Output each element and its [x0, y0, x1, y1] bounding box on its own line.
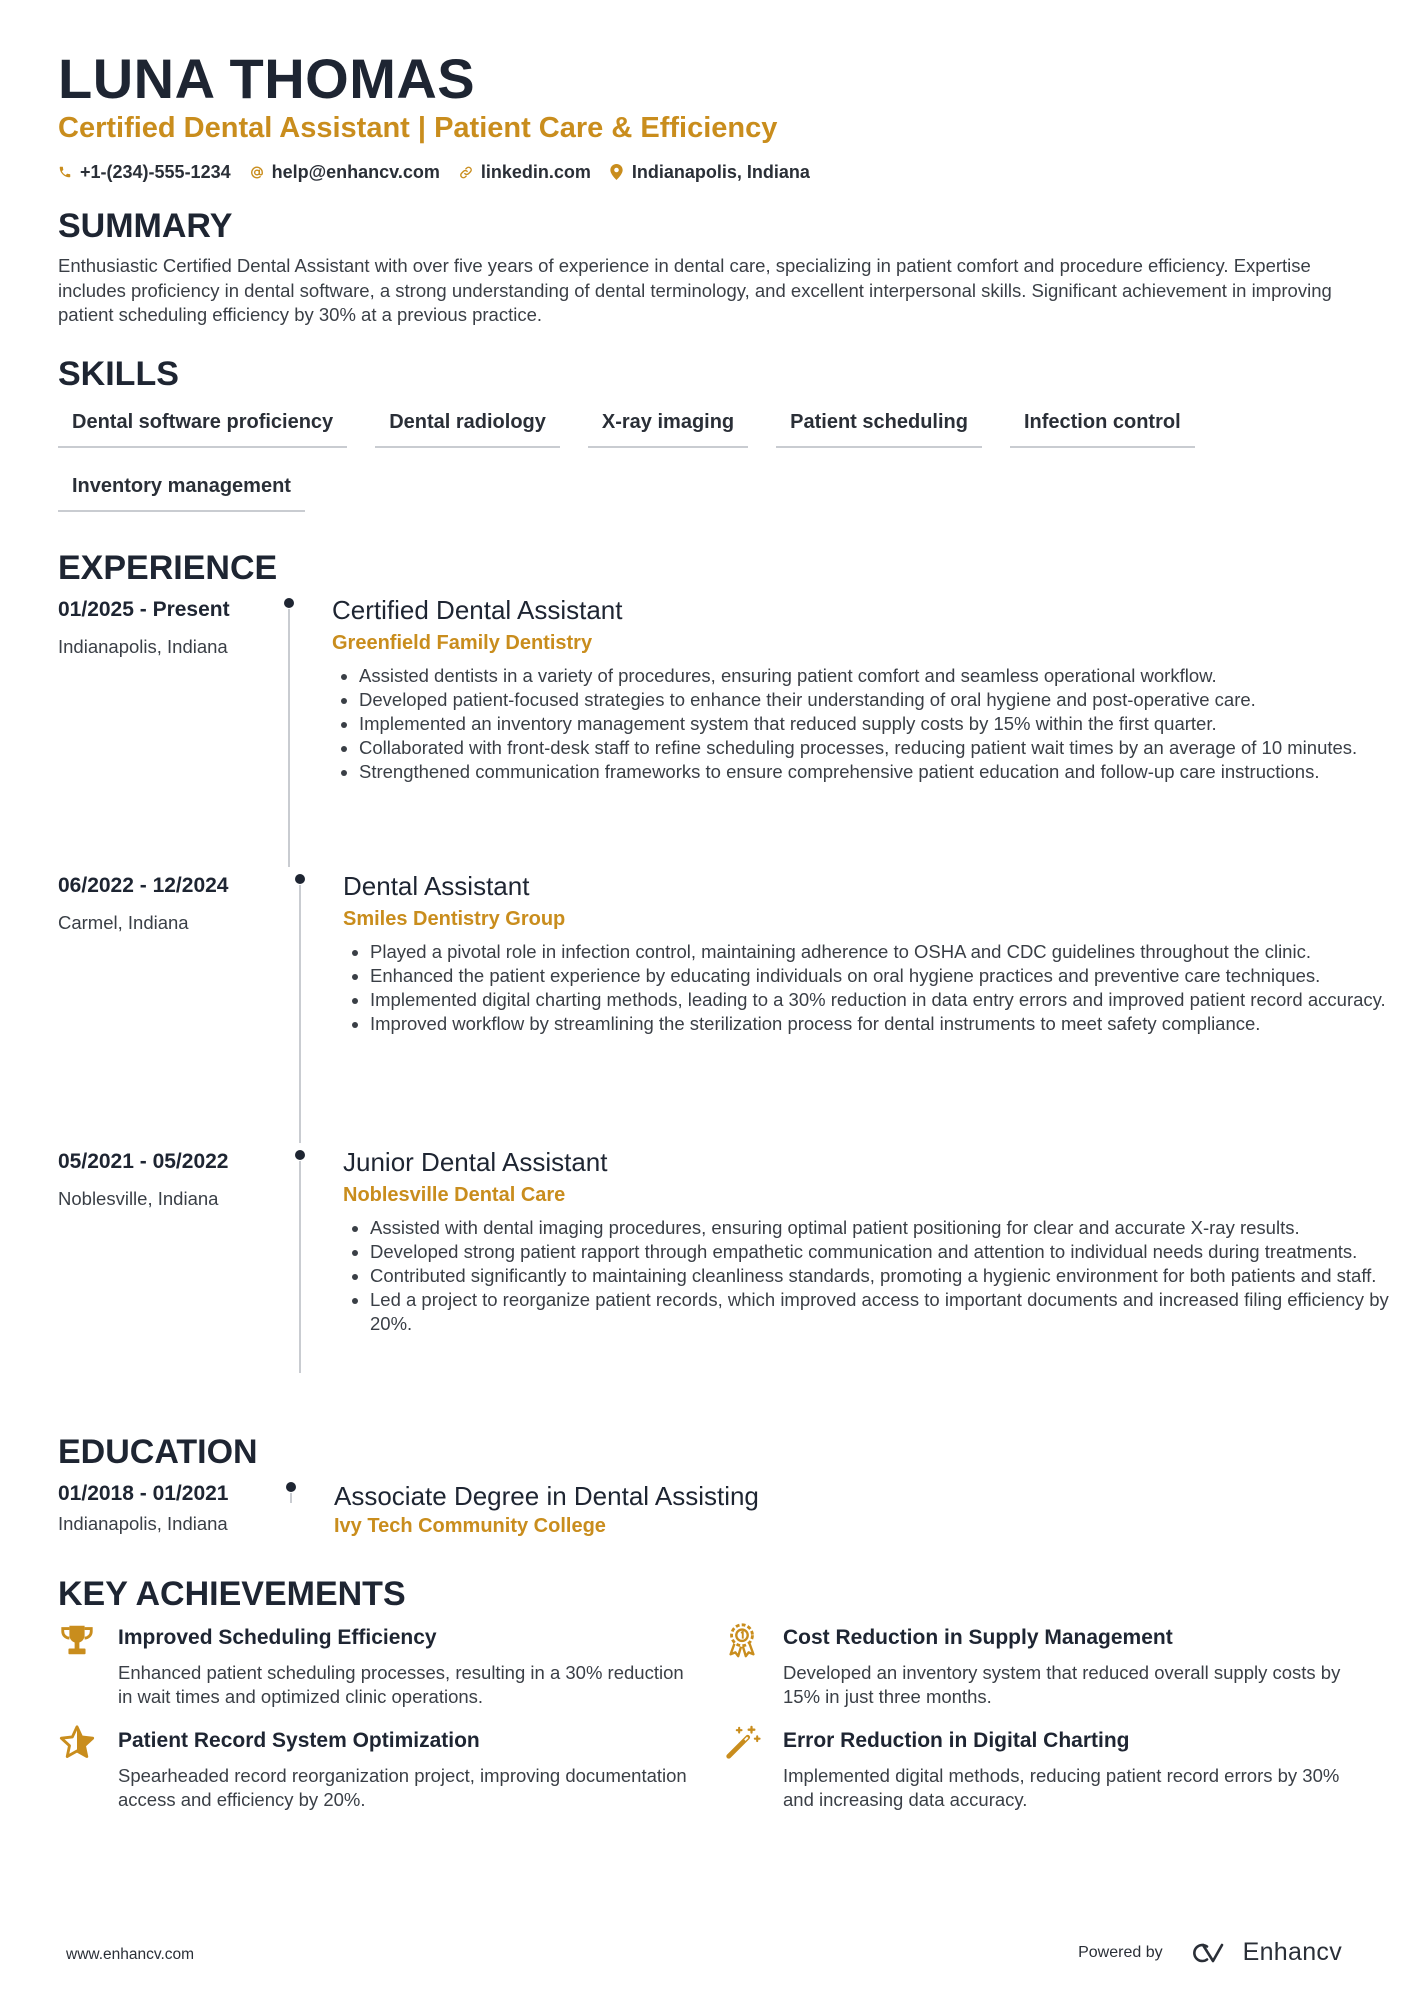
enhancv-logo[interactable] [1189, 1938, 1342, 1967]
summary-text: Enthusiastic Certified Dental Assistant with over five years of experience in dental care, specializing in patient comfort and procedure efficiency. Expertise includes proficiency in dental software, a strong understanding of dental terminology, and excellent interpersonal skills. Significant achievement in improving patient scheduling efficiency by 30% at a previous practice. [58, 255, 1332, 325]
bullet-item: • Enhanced the patient experience by educating individuals on oral hygiene practices and preventive care techniques. [370, 964, 1410, 988]
enhancv-logo-icon [1189, 1941, 1235, 1965]
contact-linkedin[interactable] [459, 162, 591, 183]
timeline-line [299, 885, 301, 1143]
experience-location: Noblesville, Indiana [58, 1188, 219, 1209]
education-heading: EDUCATION [58, 1433, 258, 1471]
timeline-dot [295, 1150, 305, 1160]
education-entry [58, 1481, 1358, 1551]
link-icon [459, 164, 473, 180]
job-title: Dental Assistant [343, 871, 530, 901]
bullet-item: • Contributed significantly to maintaining cleanliness standards, promoting a hygienic environment for both patients and staff. [370, 1264, 1410, 1288]
bullet-item: • Assisted with dental imaging procedures, ensuring optimal patient positioning for clear and accurate X-ray results. [370, 1216, 1410, 1240]
location-pin-icon [610, 164, 624, 180]
skill-tag: X-ray imaging [588, 404, 748, 448]
achievement-title: Cost Reduction in Supply Management [783, 1626, 1173, 1649]
footer-website-link[interactable]: www.enhancv.com [66, 1946, 195, 1963]
contact-email[interactable] [250, 162, 440, 183]
contact-phone[interactable] [58, 162, 231, 183]
footer-branding [1078, 1938, 1342, 1967]
experience-dates: 05/2021 - 05/2022 [58, 1150, 229, 1173]
experience-bullets [343, 940, 1410, 1036]
company-name: Greenfield Family Dentistry [332, 632, 593, 654]
achievement-description: Enhanced patient scheduling processes, resulting in a 30% reduction in wait times and optimized clinic operations. [118, 1662, 684, 1707]
timeline-dot [295, 874, 305, 884]
experience-dates: 06/2022 - 12/2024 [58, 874, 229, 897]
achievements-heading: KEY ACHIEVEMENTS [58, 1575, 406, 1613]
bullet-item: • Led a project to reorganize patient records, which improved access to important documents and increased filing efficiency by 20%. [370, 1288, 1410, 1336]
bullet-item: • Improved workflow by streamlining the sterilization process for dental instruments to meet safety compliance. [370, 1012, 1410, 1036]
education-dates: 01/2018 - 01/2021 [58, 1482, 229, 1505]
candidate-name: LUNA THOMAS [58, 47, 476, 110]
star-icon [58, 1724, 96, 1762]
skill-tag: Inventory management [58, 468, 305, 512]
school-name: Ivy Tech Community College [334, 1515, 606, 1537]
bullet-item: • Played a pivotal role in infection control, maintaining adherence to OSHA and CDC guidelines throughout the clinic. [370, 940, 1410, 964]
bullet-item: • Implemented digital charting methods, leading to a 30% reduction in data entry errors and improved patient record accuracy. [370, 988, 1410, 1012]
skills-list [58, 404, 1358, 532]
phone-text: +1-(234)-555-1234 [80, 161, 231, 182]
achievement-description: Implemented digital methods, reducing patient record errors by 30% and increasing data accuracy. [783, 1765, 1340, 1810]
contact-location [610, 162, 810, 183]
experience-heading: EXPERIENCE [58, 549, 278, 587]
timeline-line [299, 1161, 301, 1373]
bullet-item: • Strengthened communication frameworks to ensure comprehensive patient education and follow-up care instructions. [359, 760, 1410, 784]
skill-tag: Infection control [1010, 404, 1195, 448]
achievement-description: Spearheaded record reorganization project, improving documentation access and efficiency by 20%. [118, 1765, 687, 1810]
timeline-line [290, 1493, 292, 1503]
degree-title: Associate Degree in Dental Assisting [334, 1481, 759, 1511]
skill-tag: Dental software proficiency [58, 404, 347, 448]
timeline-dot [284, 598, 294, 608]
skill-tag: Patient scheduling [776, 404, 982, 448]
achievement-title: Improved Scheduling Efficiency [118, 1626, 437, 1649]
magic-wand-icon [723, 1724, 761, 1762]
timeline-dot [286, 1482, 296, 1492]
achievement-title: Patient Record System Optimization [118, 1729, 480, 1752]
phone-icon [58, 164, 72, 180]
skills-heading: SKILLS [58, 355, 179, 393]
achievement-title: Error Reduction in Digital Charting [783, 1729, 1130, 1752]
at-icon [250, 164, 264, 180]
linkedin-text: linkedin.com [480, 161, 591, 182]
bullet-item: • Developed strong patient rapport through empathetic communication and attention to individual needs during treatments. [370, 1240, 1410, 1264]
company-name: Noblesville Dental Care [343, 1184, 566, 1206]
achievement-description: Developed an inventory system that reduced overall supply costs by 15% in just three months. [783, 1662, 1341, 1707]
job-title: Junior Dental Assistant [343, 1147, 608, 1177]
education-location: Indianapolis, Indiana [58, 1513, 228, 1534]
medal-icon [723, 1621, 761, 1659]
bullet-item: • Assisted dentists in a variety of procedures, ensuring patient comfort and seamless operational workflow. [359, 664, 1410, 688]
location-text: Indianapolis, Indiana [631, 161, 810, 182]
bullet-item: • Collaborated with front-desk staff to refine scheduling processes, reducing patient wait times by an average of 10 minutes. [359, 736, 1410, 760]
bullet-item: • Developed patient-focused strategies to enhance their understanding of oral hygiene and post-operative care. [359, 688, 1410, 712]
email-text: help@enhancv.com [271, 161, 440, 182]
summary-heading: SUMMARY [58, 207, 233, 245]
timeline-line [288, 609, 290, 867]
job-title: Certified Dental Assistant [332, 595, 623, 625]
headline: Certified Dental Assistant | Patient Care & Efficiency [58, 112, 778, 144]
experience-entry [58, 1147, 1389, 1419]
experience-entry [58, 597, 1358, 867]
brand-name: Enhancv [1242, 1938, 1342, 1966]
skill-tag: Dental radiology [375, 404, 560, 448]
trophy-icon [58, 1621, 96, 1659]
experience-entry [58, 871, 1386, 1143]
experience-bullets [343, 1216, 1410, 1336]
experience-location: Indianapolis, Indiana [58, 636, 228, 657]
company-name: Smiles Dentistry Group [343, 908, 566, 930]
powered-by-label: Powered by [1078, 1943, 1163, 1961]
bullet-item: • Implemented an inventory management system that reduced supply costs by 15% within the first quarter. [359, 712, 1410, 736]
experience-dates: 01/2025 - Present [58, 598, 230, 621]
contact-bar [58, 160, 829, 184]
experience-location: Carmel, Indiana [58, 912, 189, 933]
experience-bullets [332, 664, 1410, 784]
